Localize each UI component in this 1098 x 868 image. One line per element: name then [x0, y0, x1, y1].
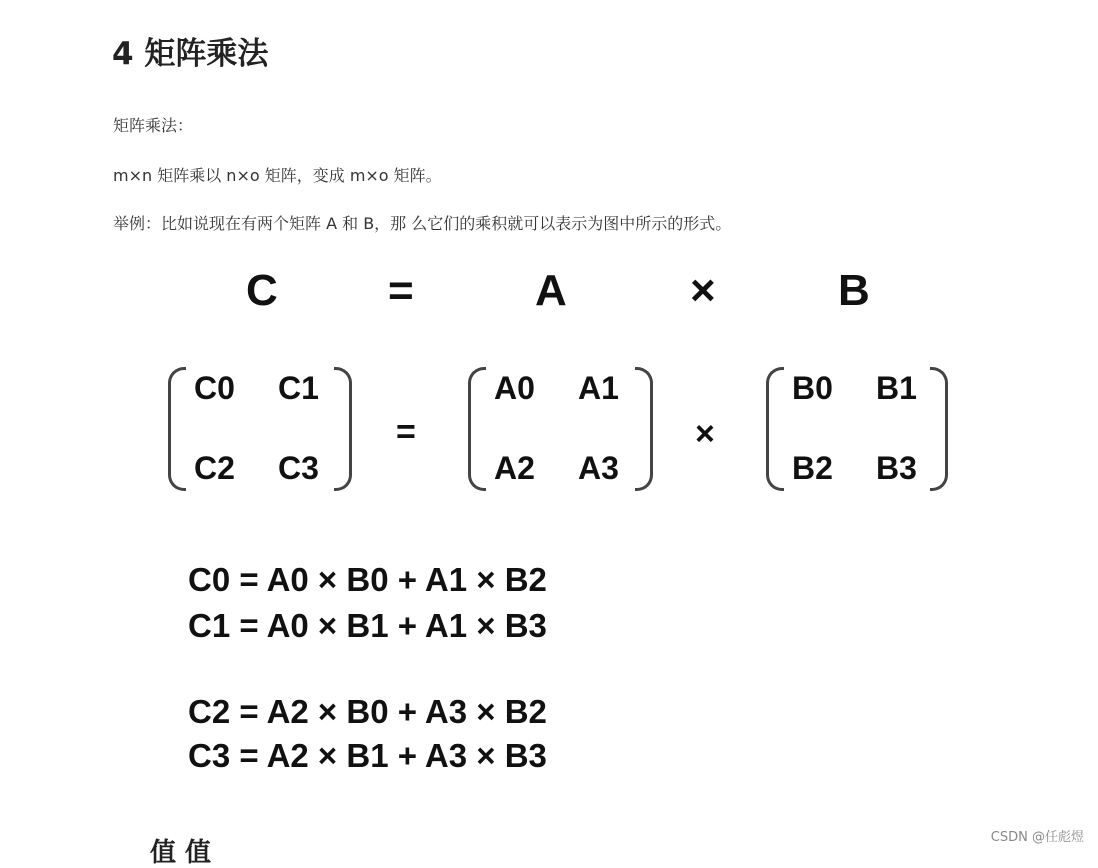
- matrix-b-cell: B0: [792, 370, 833, 406]
- matrix-a-cell: A3: [578, 450, 619, 486]
- top-label-equals: =: [388, 266, 414, 315]
- matrix-b-cell: B1: [876, 370, 917, 406]
- matrix-b-cell: B3: [876, 450, 917, 486]
- matrix-equals-sign: =: [396, 413, 416, 451]
- matrix-c-right-bracket: [334, 367, 352, 491]
- matrix-a-cell: A2: [494, 450, 535, 486]
- matrix-a-cell: A0: [494, 370, 535, 406]
- equation-c1: C1 = A0 × B1 + A1 × B3: [188, 607, 547, 644]
- paragraph-dimension-rule: m×n 矩阵乘以 n×o 矩阵，变成 m×o 矩阵。: [113, 166, 442, 185]
- csdn-watermark: CSDN @任彪煜: [990, 830, 1084, 845]
- section-heading: 4 矩阵乘法: [112, 36, 269, 72]
- matrix-c-cell: C2: [194, 450, 235, 486]
- matrix-c-cell: C3: [278, 450, 319, 486]
- matrix-b-right-bracket: [930, 367, 948, 491]
- top-label-times: ×: [690, 266, 716, 315]
- matrix-b-left-bracket: [766, 367, 784, 491]
- matrix-times-sign: ×: [695, 415, 715, 453]
- paragraph-example: 举例：比如说现在有两个矩阵 A 和 B，那 么它们的乘积就可以表示为图中所示的形式。: [113, 214, 732, 233]
- matrix-a-left-bracket: [468, 367, 486, 491]
- matrix-c-left-bracket: [168, 367, 186, 491]
- matrix-a-cell: A1: [578, 370, 619, 406]
- top-label-a: A: [535, 266, 567, 315]
- matrix-b-cell: B2: [792, 450, 833, 486]
- top-label-c: C: [246, 266, 278, 315]
- top-label-b: B: [838, 266, 870, 315]
- equation-c2: C2 = A2 × B0 + A3 × B2: [188, 693, 547, 730]
- matrix-c-cell: C0: [194, 370, 235, 406]
- equation-c0: C0 = A0 × B0 + A1 × B2: [188, 561, 547, 598]
- equation-c3: C3 = A2 × B1 + A3 × B3: [188, 737, 547, 774]
- next-heading-cut-off: 值 值: [150, 838, 212, 868]
- paragraph-definition-title: 矩阵乘法：: [113, 116, 194, 135]
- matrix-c-cell: C1: [278, 370, 319, 406]
- matrix-a-right-bracket: [635, 367, 653, 491]
- matrix-multiplication-figure: [150, 255, 980, 800]
